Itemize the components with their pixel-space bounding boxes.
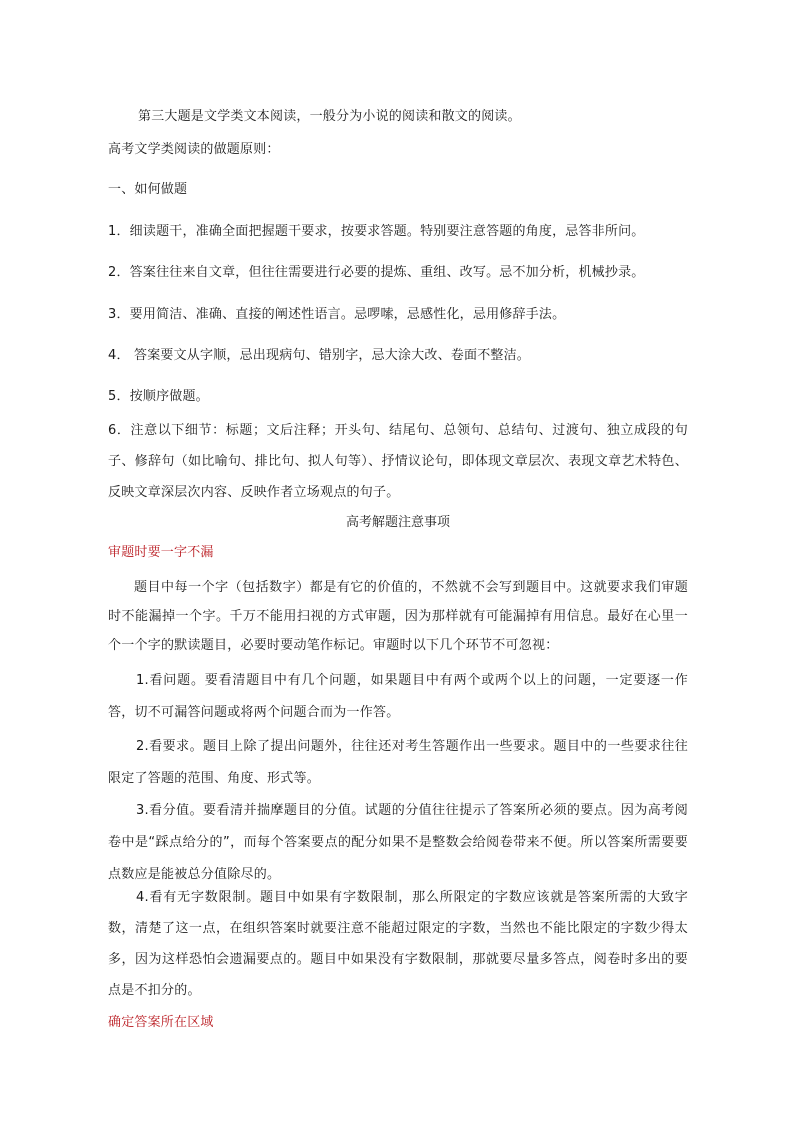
intro-text: 第三大题是文学类文本阅读，一般分为小说的阅读和散文的阅读。: [138, 109, 521, 124]
notes-title: 高考解题注意事项: [345, 515, 450, 530]
sub-item-questions: 1.看问题。要看清题目中有几个问题，如果题目中有两个或两个以上的问题，一定要逐一作答，切不可漏答问题或将两个问题合而为一作答。: [108, 673, 688, 720]
section-title-how-to: 一、如何做题: [108, 182, 188, 197]
list-item: 2．答案往往来自文章，但往往需要进行必要的提炼、重组、改写。忌不加分析，机械抄录。: [108, 265, 645, 280]
section-heading-review: 审题时要一字不漏: [108, 545, 214, 560]
sub-item-score: 3.看分值。要看清并揣摩题目的分值。试题的分值往往提示了答案所必须的要点。因为高考阅卷中是“踩点给分的”，而每个答案要点的配分如果不是整数会给阅卷带来不便。所以答案所需要要点数应是能被总分值除尽的。: [108, 803, 688, 882]
list-item: 5．按顺序做题。: [108, 389, 209, 404]
review-paragraph: 题目中每一个字（包括数字）都是有它的价值的，不然就不会写到题目中。这就要求我们审题时不能漏掉一个字。千万不能用扫视的方式审题，因为那样就有可能漏掉有用信息。最好在心里一个一个字的默读题目，必要时要动笔作标记。审题时以下几个环节不可忽视：: [108, 580, 688, 653]
list-item: 3．要用简洁、准确、直接的阐述性语言。忌啰嗦，忌感性化，忌用修辞手法。: [108, 307, 566, 322]
list-item: 1．细读题干，准确全面把握题干要求，按要求答题。特别要注意答题的角度，忌答非所问。: [108, 224, 645, 239]
list-item: 4． 答案要文从字顺，忌出现病句、错别字，忌大涂大改、卷面不整洁。: [108, 348, 531, 363]
list-item: 6．注意以下细节：标题；文后注释；开头句、结尾句、总领句、总结句、过渡句、独立成段的句子、修辞句（如比喻句、排比句、拟人句等）、抒情议论句，即体现文章层次、表现文章艺术特色、反映文章深层次内容、反映作者立场观点的句子。: [108, 423, 688, 500]
section-heading-answer-area: 确定答案所在区域: [108, 1015, 214, 1030]
principles-title: 高考文学类阅读的做题原则：: [108, 142, 280, 157]
sub-item-word-limit: 4.看有无字数限制。题目中如果有字数限制，那么所限定的字数应该就是答案所需的大致字数，清楚了这一点，在组织答案时就要注意不能超过限定的字数，当然也不能比限定的字数少得太多，因为这样恐怕会遗漏要点的。题目中如果没有字数限制，那就要尽量多答点，阅卷时多出的要点是不扣分的。: [108, 890, 688, 998]
sub-item-requirements: 2.看要求。题目上除了提出问题外，往往还对考生答题作出一些要求。题目中的一些要求往往限定了答题的范围、角度、形式等。: [108, 739, 688, 786]
